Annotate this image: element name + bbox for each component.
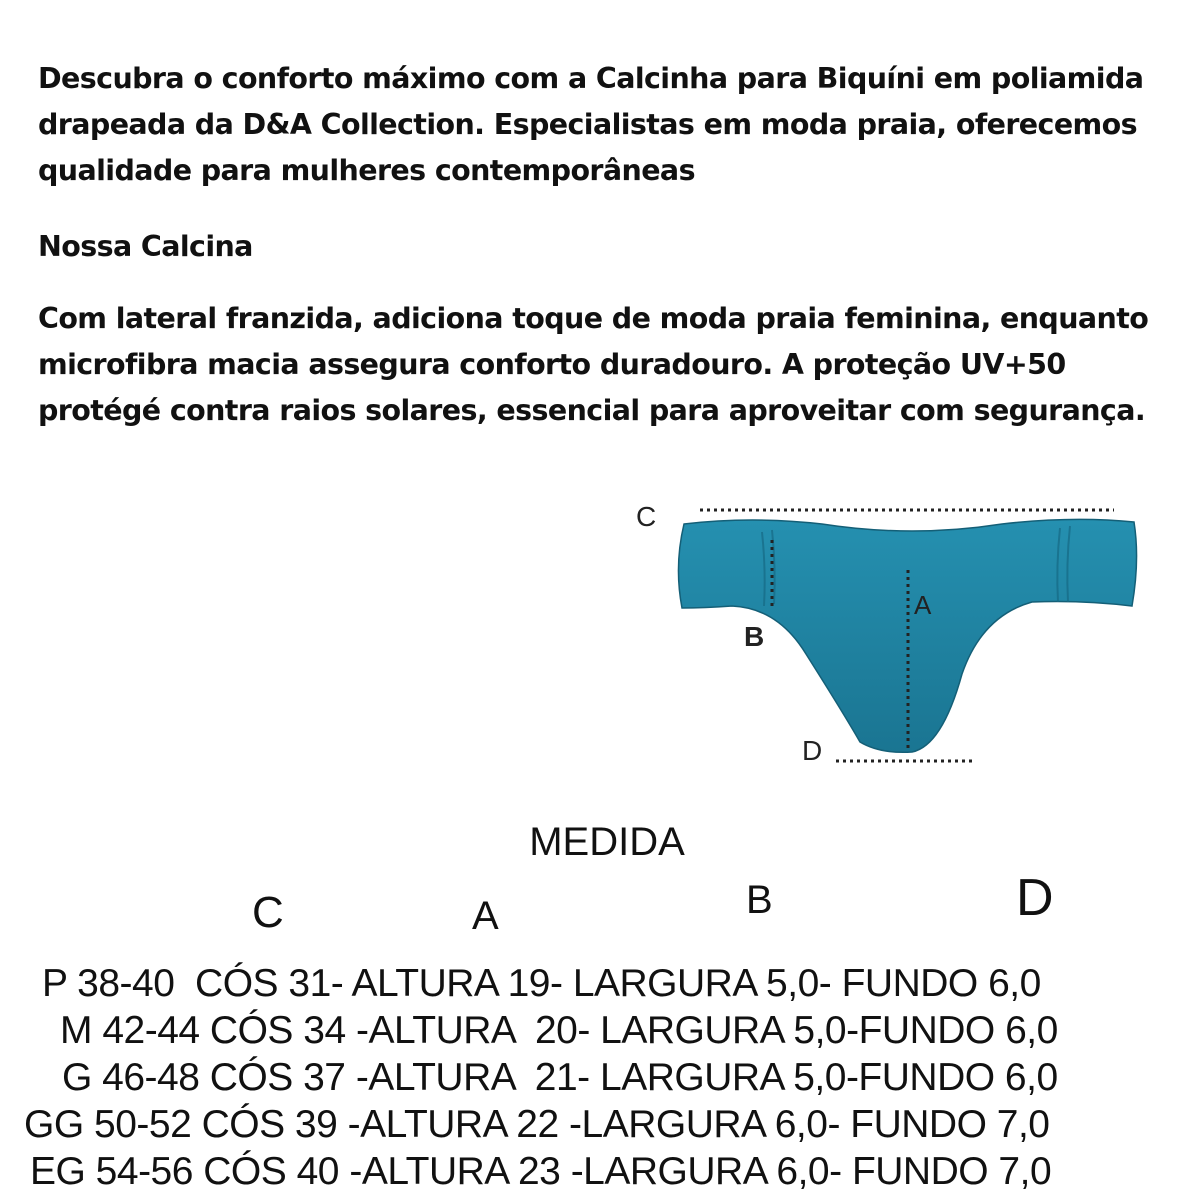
column-label-b: B xyxy=(746,878,773,922)
column-label-c: C xyxy=(252,888,284,937)
column-label-d: D xyxy=(1016,869,1054,927)
section-heading xyxy=(38,224,1178,270)
diagram-label-b: B xyxy=(744,621,765,652)
body-line: protégé contra raios solares, essencial para aproveitar com segurança. xyxy=(38,394,1146,427)
body-line: microfibra macia assegura conforto duradouro. A proteção UV+50 xyxy=(38,348,1066,381)
size-row-g: G 46-48 CÓS 37 -ALTURA 21- LARGURA 5,0-FUNDO 6,0 xyxy=(62,1056,1058,1099)
size-row-p: P 38-40 CÓS 31- ALTURA 19- LARGURA 5,0- FUNDO 6,0 xyxy=(42,962,1041,1005)
column-label-a: A xyxy=(472,894,499,938)
size-row-eg: EG 54-56 CÓS 40 -ALTURA 23 -LARGURA 6,0- FUNDO 7,0 xyxy=(30,1150,1052,1193)
diagram-label-d: D xyxy=(802,735,823,766)
diagram-label-c: C xyxy=(636,501,657,532)
diagram-label-a: A xyxy=(914,590,932,620)
product-description-body xyxy=(38,296,1178,434)
body-line: Com lateral franzida, adiciona toque de moda praia feminina, enquanto xyxy=(38,302,1149,335)
intro-line: qualidade para mulheres contemporâneas xyxy=(38,154,695,187)
size-row-m: M 42-44 CÓS 34 -ALTURA 20- LARGURA 5,0-FUNDO 6,0 xyxy=(60,1009,1058,1052)
measurement-diagram xyxy=(612,480,1160,780)
product-description-intro xyxy=(38,56,1178,194)
size-row-gg: GG 50-52 CÓS 39 -ALTURA 22 -LARGURA 6,0- FUNDO 7,0 xyxy=(24,1103,1050,1146)
intro-line: Descubra o conforto máximo com a Calcinha para Biquíni em poliamida xyxy=(38,62,1144,95)
intro-line: drapeada da D&A Collection. Especialistas em moda praia, oferecemos xyxy=(38,108,1137,141)
size-table-title: MEDIDA xyxy=(529,820,685,864)
heading-text: Nossa Calcina xyxy=(38,230,253,263)
